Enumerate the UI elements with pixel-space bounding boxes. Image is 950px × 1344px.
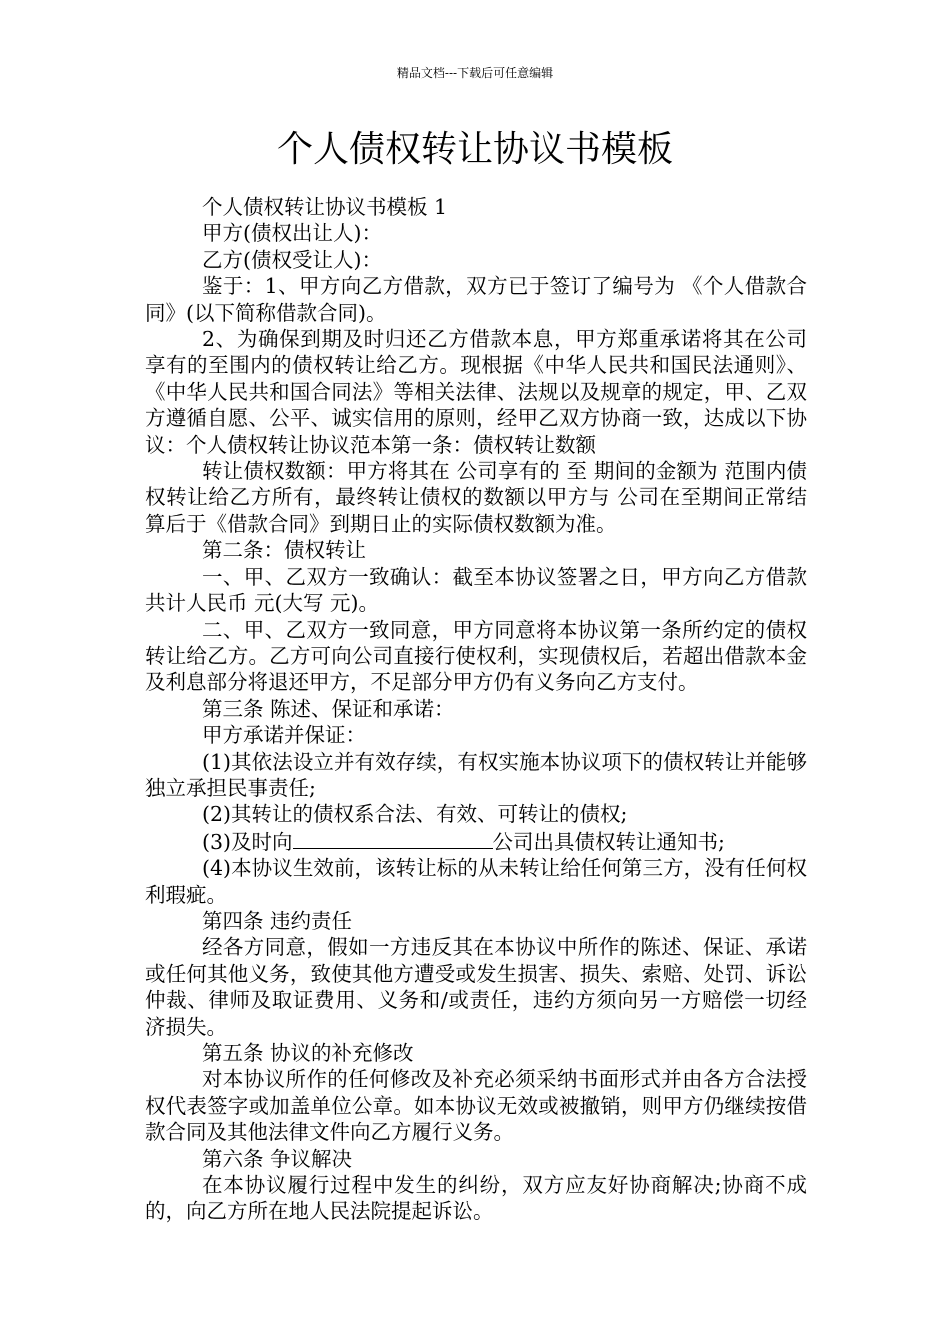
recital-2: 2、为确保到期及时归还乙方借款本息，甲方郑重承诺将其在公司享有的至围内的债权转让给乙方。现根据《中华人民共和国民法通则》、《中华人民共和国合同法》等相关法律、法规以及规章的规定，甲、乙双方遵循自愿、公平、诚实信用的原则，经甲乙双方协商一致，达成以下协议：个人债权转让协议范本第一条：债权转让数额 xyxy=(145,327,807,457)
article-2-item-1: 一、甲、乙双方一致确认：截至本协议签署之日，甲方向乙方借款共计人民币 元(大写 元)。 xyxy=(145,564,807,616)
article-6-body: 在本协议履行过程中发生的纠纷，双方应友好协商解决;协商不成的，向乙方所在地人民法院提起诉讼。 xyxy=(145,1173,807,1224)
transfer-amount-clause: 转让债权数额：甲方将其在 公司享有的 至 期间的金额为 范围内债权转让给乙方所有，最终转让债权的数额以甲方与 公司在至期间正常结算后于《借款合同》到期日止的实际债权数额为准。 xyxy=(145,459,807,536)
document-title: 个人债权转让协议书模板 xyxy=(276,129,673,170)
warranty-item-4: (4)本协议生效前，该转让标的从未转让给任何第三方，没有任何权利瑕疵。 xyxy=(145,856,807,907)
article-4-heading: 第四条 违约责任 xyxy=(202,908,353,933)
article-5-heading: 第五条 协议的补充修改 xyxy=(202,1041,414,1065)
party-b-line: 乙方(债权受让人)： xyxy=(202,247,382,272)
article-5-body: 对本协议所作的任何修改及补充必须采纳书面形式并由各方合法授权代表签字或加盖单位公章。如本协议无效或被撤销，则甲方仍继续按借款合同及其他法律文件向乙方履行义务。 xyxy=(145,1067,807,1145)
recital-1: 鉴于：1、甲方向乙方借款，双方已于签订了编号为 《个人借款合同》(以下简称借款合同)。 xyxy=(145,274,807,325)
warranty-item-3 xyxy=(145,828,807,855)
warranty-item-3-suffix: 公司出具债权转让通知书; xyxy=(492,829,725,854)
article-6-heading: 第六条 争议解决 xyxy=(202,1146,353,1171)
warranty-item-1: (1)其依法设立并有效存续，有权实施本协议项下的债权转让并能够独立承担民事责任; xyxy=(145,749,807,800)
warranty-item-2: (2)其转让的债权系合法、有效、可转让的债权; xyxy=(202,802,628,827)
warranty-intro: 甲方承诺并保证： xyxy=(202,723,366,748)
subtitle: 个人债权转让协议书模板 1 xyxy=(202,195,448,219)
article-3-heading: 第三条 陈述、保证和承诺： xyxy=(202,696,455,721)
article-2-heading: 第二条：债权转让 xyxy=(202,538,366,563)
article-4-body: 经各方同意，假如一方违反其在本协议中所作的陈述、保证、承诺或任何其他义务，致使其他方遭受或发生损害、损失、索赔、处罚、诉讼仲裁、律师及取证费用、义务和/或责任，违约方须向另一方赔偿一切经济损失。 xyxy=(145,935,807,1039)
fill-in-blank xyxy=(293,828,493,849)
document-body xyxy=(145,194,807,1225)
warranty-item-3-prefix: (3)及时向 xyxy=(202,829,293,854)
article-2-item-2: 二、甲、乙双方一致同意，甲方同意将本协议第一条所约定的债权转让给乙方。乙方可向公司直接行使权利，实现债权后，若超出借款本金及利息部分将退还甲方，不足部分甲方仍有义务向乙方支付。 xyxy=(145,617,807,695)
party-a-line: 甲方(债权出让人)： xyxy=(202,221,382,246)
page-header: 精品文档---下载后可任意编辑 xyxy=(396,66,554,80)
